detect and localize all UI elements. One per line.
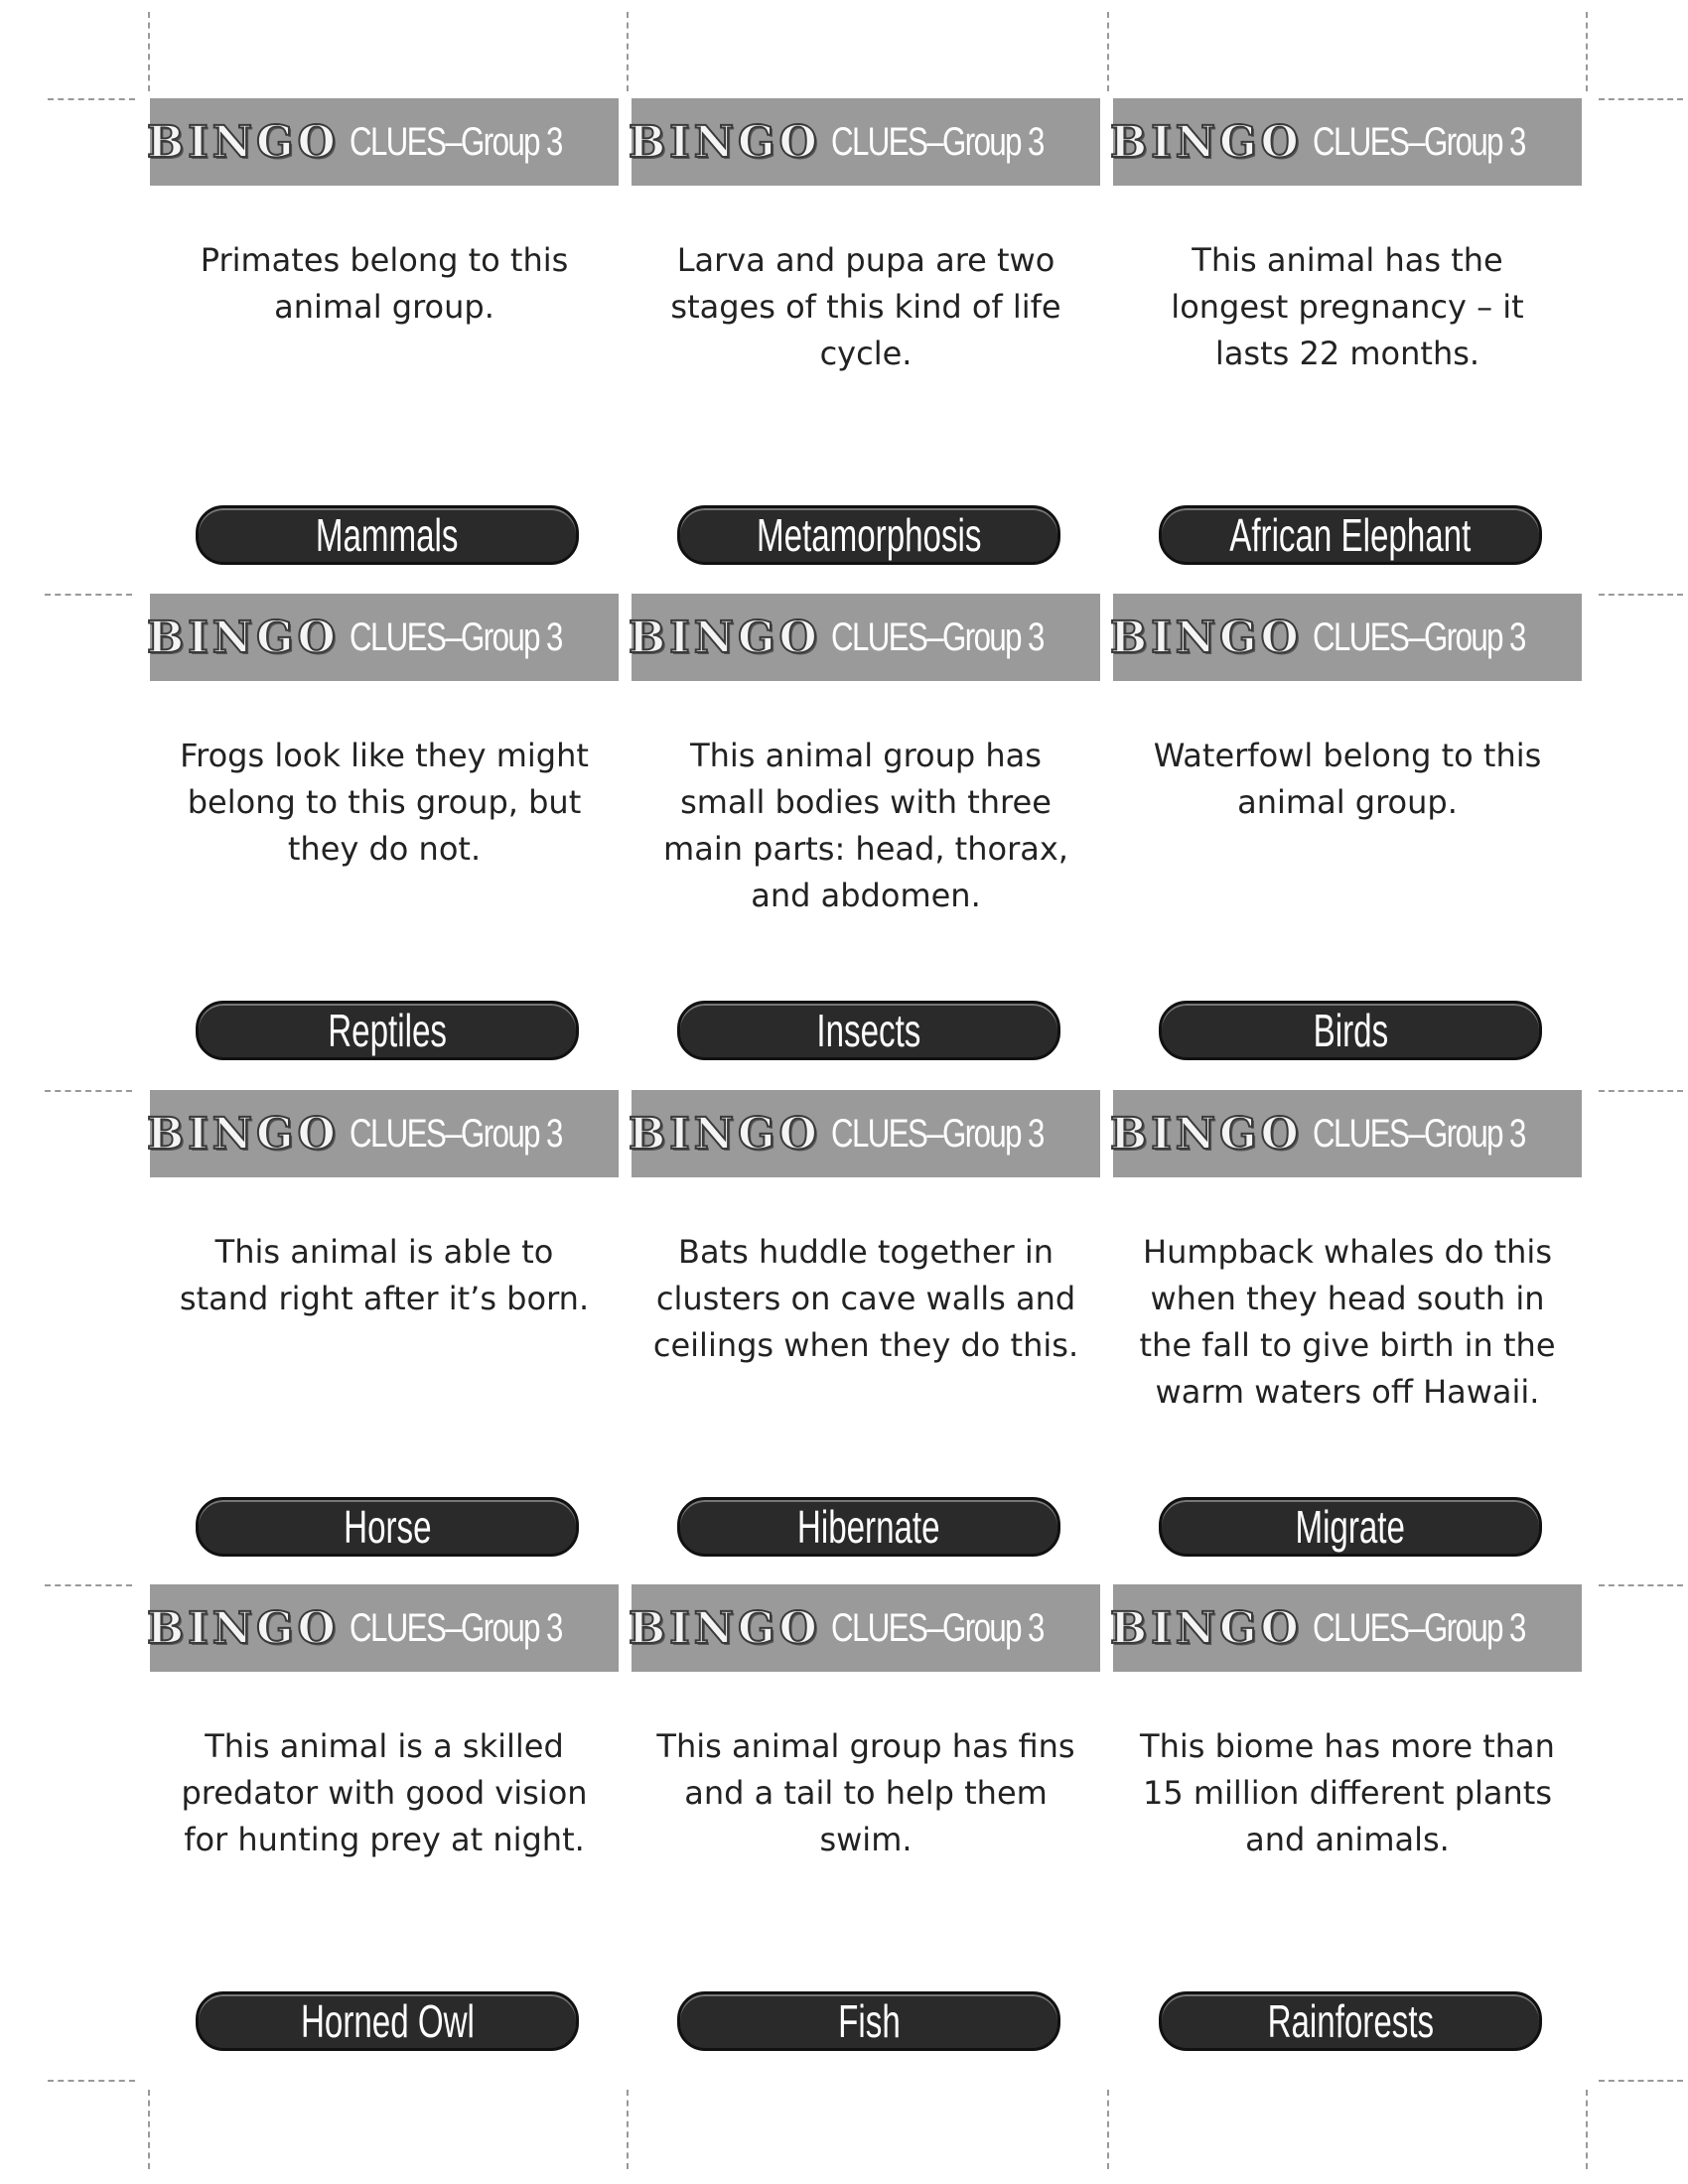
bingo-logo: BINGO xyxy=(1109,1108,1303,1160)
bingo-clue-card xyxy=(1109,594,1582,1085)
card-subtitle: CLUES–Group 3 xyxy=(1312,1111,1525,1156)
answer-text: Birds xyxy=(1313,1005,1388,1056)
answer-pill xyxy=(1159,1001,1542,1060)
cut-guide-vertical xyxy=(1107,12,1109,91)
card-header xyxy=(146,98,619,186)
bingo-logo: BINGO xyxy=(628,612,821,663)
cut-guide-horizontal xyxy=(48,2080,135,2082)
card-header xyxy=(1109,1090,1582,1177)
answer-text: Mammals xyxy=(316,509,459,561)
answer-text: Horned Owl xyxy=(300,1995,475,2047)
clue-text: This animal is a skilled predator with good vision for hunting prey at night. xyxy=(181,1727,588,1858)
card-header xyxy=(628,1090,1100,1177)
answer-pill xyxy=(1159,505,1542,565)
cut-guide-horizontal xyxy=(1599,98,1683,100)
bingo-logo: BINGO xyxy=(628,1602,821,1654)
bingo-logo: BINGO xyxy=(146,1602,340,1654)
card-subtitle: CLUES–Group 3 xyxy=(1312,119,1525,164)
bingo-logo: BINGO xyxy=(1109,116,1303,168)
cut-guide-vertical xyxy=(627,12,629,91)
answer-pill xyxy=(196,1497,579,1557)
bingo-clue-card xyxy=(1109,1090,1582,1581)
bingo-logo: BINGO xyxy=(1109,1602,1303,1654)
answer-text: Rainforests xyxy=(1267,1995,1434,2047)
answer-text: Fish xyxy=(837,1995,901,2047)
answer-text: Migrate xyxy=(1295,1501,1406,1553)
card-header xyxy=(628,98,1100,186)
bingo-clue-card xyxy=(628,98,1100,590)
card-header xyxy=(1109,98,1582,186)
answer-pill xyxy=(677,505,1060,565)
cut-guide-vertical xyxy=(148,12,150,91)
clue-text: This animal has the longest pregnancy – it lasts 22 months. xyxy=(1171,241,1524,372)
cut-guide-horizontal xyxy=(45,1090,132,1092)
answer-text: Horse xyxy=(343,1501,432,1553)
cut-guide-vertical xyxy=(1586,12,1588,91)
bingo-clue-card xyxy=(146,98,619,590)
bingo-clue-card xyxy=(628,594,1100,1085)
card-header xyxy=(146,1090,619,1177)
card-subtitle: CLUES–Group 3 xyxy=(1312,614,1525,659)
answer-text: Reptiles xyxy=(328,1005,447,1056)
bingo-clue-card xyxy=(1109,1584,1582,2076)
bingo-logo: BINGO xyxy=(628,1108,821,1160)
bingo-logo: BINGO xyxy=(628,116,821,168)
answer-text: Hibernate xyxy=(797,1501,940,1553)
bingo-logo: BINGO xyxy=(146,116,340,168)
clue-text: Waterfowl belong to this animal group. xyxy=(1153,737,1542,821)
clue-text: Larva and pupa are two stages of this kind of life cycle. xyxy=(670,241,1061,372)
answer-text: Metamorphosis xyxy=(756,509,982,561)
clue-text: This biome has more than 15 million different plants and animals. xyxy=(1140,1727,1555,1858)
clue-text: This animal group has small bodies with three main parts: head, thorax, and abdomen. xyxy=(663,737,1068,914)
bingo-clue-card xyxy=(628,1090,1100,1581)
cut-guide-horizontal xyxy=(1599,1090,1683,1092)
card-subtitle: CLUES–Group 3 xyxy=(349,1111,562,1156)
answer-text: African Elephant xyxy=(1229,509,1472,561)
card-subtitle: CLUES–Group 3 xyxy=(830,119,1044,164)
clue-text: Humpback whales do this when they head south in the fall to give birth in the warm waters off Hawaii. xyxy=(1139,1233,1556,1411)
bingo-clue-card xyxy=(1109,98,1582,590)
answer-pill xyxy=(1159,1497,1542,1557)
bingo-logo: BINGO xyxy=(1109,612,1303,663)
bingo-clue-card xyxy=(628,1584,1100,2076)
answer-pill xyxy=(677,1497,1060,1557)
clue-text: This animal group has fins and a tail to help them swim. xyxy=(656,1727,1075,1858)
answer-pill xyxy=(677,1001,1060,1060)
card-subtitle: CLUES–Group 3 xyxy=(830,1111,1044,1156)
cut-guide-horizontal xyxy=(1599,1584,1683,1586)
answer-text: Insects xyxy=(816,1005,921,1056)
answer-pill xyxy=(1159,1991,1542,2051)
card-subtitle: CLUES–Group 3 xyxy=(830,614,1044,659)
answer-pill xyxy=(196,1991,579,2051)
bingo-logo: BINGO xyxy=(146,1108,340,1160)
cut-guide-horizontal xyxy=(45,1584,132,1586)
bingo-clue-card xyxy=(146,594,619,1085)
card-header xyxy=(1109,594,1582,681)
cut-guide-horizontal xyxy=(45,594,132,596)
clue-text: Frogs look like they might belong to this group, but they do not. xyxy=(180,737,589,868)
cut-guide-vertical xyxy=(627,2090,629,2169)
answer-pill xyxy=(196,505,579,565)
card-subtitle: CLUES–Group 3 xyxy=(1312,1605,1525,1650)
bingo-clue-card xyxy=(146,1584,619,2076)
cut-guide-vertical xyxy=(1586,2090,1588,2169)
clue-text: Primates belong to this animal group. xyxy=(200,241,569,326)
cut-guide-horizontal xyxy=(48,98,135,100)
card-header xyxy=(146,594,619,681)
card-header xyxy=(1109,1584,1582,1672)
card-subtitle: CLUES–Group 3 xyxy=(830,1605,1044,1650)
cut-guide-vertical xyxy=(148,2090,150,2169)
card-header xyxy=(628,1584,1100,1672)
cut-guide-horizontal xyxy=(1599,2080,1683,2082)
answer-pill xyxy=(677,1991,1060,2051)
cut-guide-horizontal xyxy=(1599,594,1683,596)
card-subtitle: CLUES–Group 3 xyxy=(349,614,562,659)
bingo-clue-card xyxy=(146,1090,619,1581)
card-subtitle: CLUES–Group 3 xyxy=(349,119,562,164)
clue-text: This animal is able to stand right after it’s born. xyxy=(179,1233,590,1317)
bingo-logo: BINGO xyxy=(146,612,340,663)
card-subtitle: CLUES–Group 3 xyxy=(349,1605,562,1650)
cut-guide-vertical xyxy=(1107,2090,1109,2169)
answer-pill xyxy=(196,1001,579,1060)
card-header xyxy=(628,594,1100,681)
card-header xyxy=(146,1584,619,1672)
clue-text: Bats huddle together in clusters on cave walls and ceilings when they do this. xyxy=(652,1233,1079,1364)
